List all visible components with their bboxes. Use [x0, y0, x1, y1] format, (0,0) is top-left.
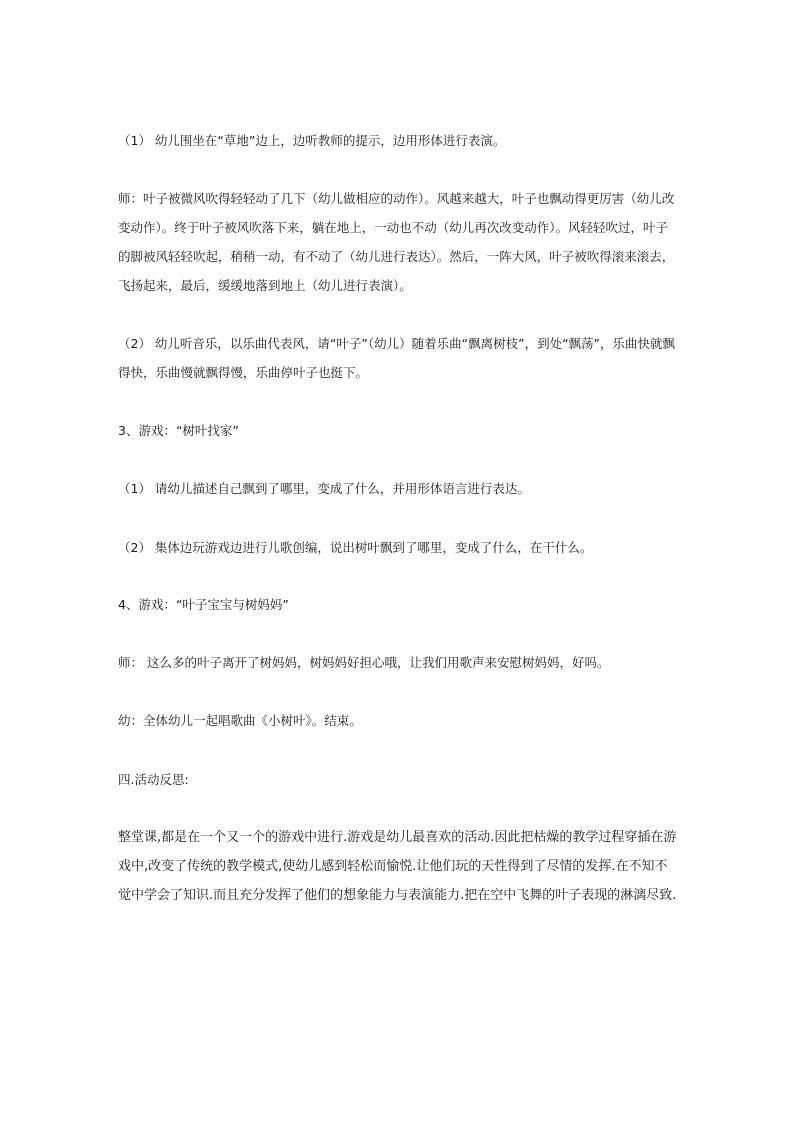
- paragraph-step-1: （1） 幼儿围坐在“草地”边上，边听教师的提示，边用形体进行表演。: [118, 133, 506, 148]
- paragraph-step-2: （2） 幼儿听音乐，以乐曲代表风，请“叶子”（幼儿）随着乐曲“飘离树枝”，到处“飘荡”，乐曲快就飘得快，乐曲慢就飘得慢，乐曲停叶子也挺下。: [118, 336, 676, 380]
- heading-reflection: 四.活动反思:: [118, 772, 189, 787]
- heading-game-4: 4、游戏：“叶子宝宝与树妈妈”: [118, 597, 289, 612]
- paragraph-teacher-song: 师： 这么多的叶子离开了树妈妈，树妈妈好担心哦，让我们用歌声来安慰树妈妈，好吗。: [118, 655, 610, 670]
- paragraph-teacher-wind: 师：叶子被微风吹得轻轻动了几下（幼儿做相应的动作）。风越来越大，叶子也飘动得更厉害（幼儿改变动作）。终于叶子被风吹落下来，躺在地上，一动也不动（幼儿再次改变动作）。风轻轻吹过，叶子的脚被风轻轻吹起，稍稍一动，有不动了（幼儿进行表达）。然后，一阵大风，叶子被吹得滚来滚去，飞扬起来，最后，缓缓地落到地上（幼儿进行表演）。: [118, 191, 675, 293]
- paragraph-game3-step-1: （1） 请幼儿描述自己飘到了哪里，变成了什么，并用形体语言进行表达。: [118, 481, 530, 496]
- paragraph-reflection: 整堂课,都是在一个又一个的游戏中进行.游戏是幼儿最喜欢的活动.因此把枯燥的教学过程穿插在游戏中,改变了传统的教学模式,使幼儿感到轻松而愉悦.让他们玩的天性得到了尽情的发挥.在不知不觉中学会了知识.而且充分发挥了他们的想象能力与表演能力.把在空中飞舞的叶子表现的淋漓尽致.: [118, 830, 677, 903]
- heading-game-3: 3、游戏：“树叶找家”: [118, 423, 239, 438]
- paragraph-game3-step-2: （2） 集体边玩游戏边进行儿歌创编，说出树叶飘到了哪里，变成了什么，在干什么。: [118, 540, 593, 555]
- paragraph-children-song: 幼：全体幼儿一起唱歌曲《小树叶》。结束。: [118, 713, 362, 728]
